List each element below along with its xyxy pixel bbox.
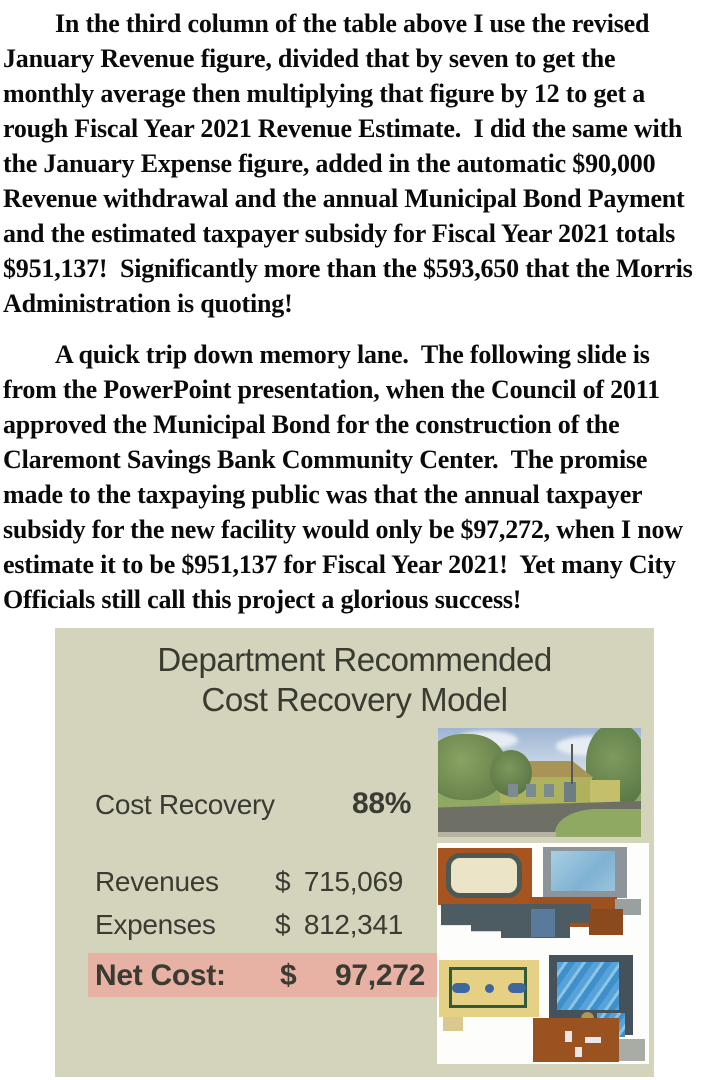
window-shape xyxy=(526,784,536,797)
slide-title-line2: Cost Recovery Model xyxy=(201,681,508,718)
sidewalk-shape xyxy=(438,832,556,837)
court-key-shape xyxy=(452,983,470,993)
cost-recovery-value: 88% xyxy=(352,787,412,820)
document-body-text xyxy=(3,6,702,633)
floor-plan-lower-image xyxy=(437,955,649,1064)
room-shape xyxy=(589,909,623,935)
floor-plans-block xyxy=(437,843,649,1064)
building-rendering-image xyxy=(438,728,641,837)
net-cost-currency: $ xyxy=(280,959,297,992)
fixture-shape xyxy=(585,1037,601,1043)
pool-water-shape xyxy=(551,851,615,891)
net-cost-label: Net Cost: xyxy=(95,959,226,992)
paragraph-memory-lane: A quick trip down memory lane. The following slide is from the PowerPoint presentation, when the Council of 2011 approved the Municipal Bond for the construction of the Claremont Savings Bank Community Center. The promise made to the taxpaying public was that the annual taxpayer subsidy for the new facility would only be $97,272, when I now estimate it to be $951,137 for Fiscal Year 2021! Yet many City Officials still call this project a glorious success! xyxy=(3,340,690,614)
fixture-shape xyxy=(565,1031,572,1042)
slide-title-line1: Department Recommended xyxy=(157,641,552,678)
net-cost-value: 97,272 xyxy=(335,959,425,992)
court-key-shape xyxy=(508,983,526,993)
room-shape xyxy=(443,1017,463,1031)
flagpole-shape xyxy=(571,744,573,784)
revenues-value: 715,069 xyxy=(303,866,403,897)
expenses-label: Expenses xyxy=(95,909,216,940)
room-shape xyxy=(531,909,555,937)
fixture-shape xyxy=(575,1047,582,1057)
roof-section-shape xyxy=(441,904,591,938)
expenses-currency: $ xyxy=(275,909,291,940)
room-shape xyxy=(619,1039,645,1061)
door-shape xyxy=(564,782,576,802)
window-shape xyxy=(544,784,554,797)
main-pool-shape xyxy=(557,962,619,1010)
floor-plan-upper-image xyxy=(437,847,649,950)
revenues-label: Revenues xyxy=(95,866,219,897)
cost-recovery-label: Cost Recovery xyxy=(95,789,275,820)
powerpoint-slide xyxy=(55,628,654,1077)
slide-title xyxy=(55,640,654,720)
revenues-currency: $ xyxy=(275,866,291,897)
paragraph-fiscal-estimate: In the third column of the table above I use the revised January Revenue figure, divided that by seven to get the monthly average then multiplying that figure by 12 to get a rough Fiscal Year 2021 Revenue Estimate. I did the same with the January Expense figure, added in the automatic $90,000 Revenue withdrawal and the annual Municipal Bond Payment and the estimated taxpayer subsidy for Fiscal Year 2021 totals $951,137! Significantly more than the $593,650 that the Morris Administration is quoting! xyxy=(3,9,698,318)
multipurpose-room-shape xyxy=(446,853,522,898)
court-center-shape xyxy=(485,984,494,993)
expenses-value: 812,341 xyxy=(303,909,403,940)
window-shape xyxy=(508,784,518,797)
building-wing-shape xyxy=(590,780,620,804)
